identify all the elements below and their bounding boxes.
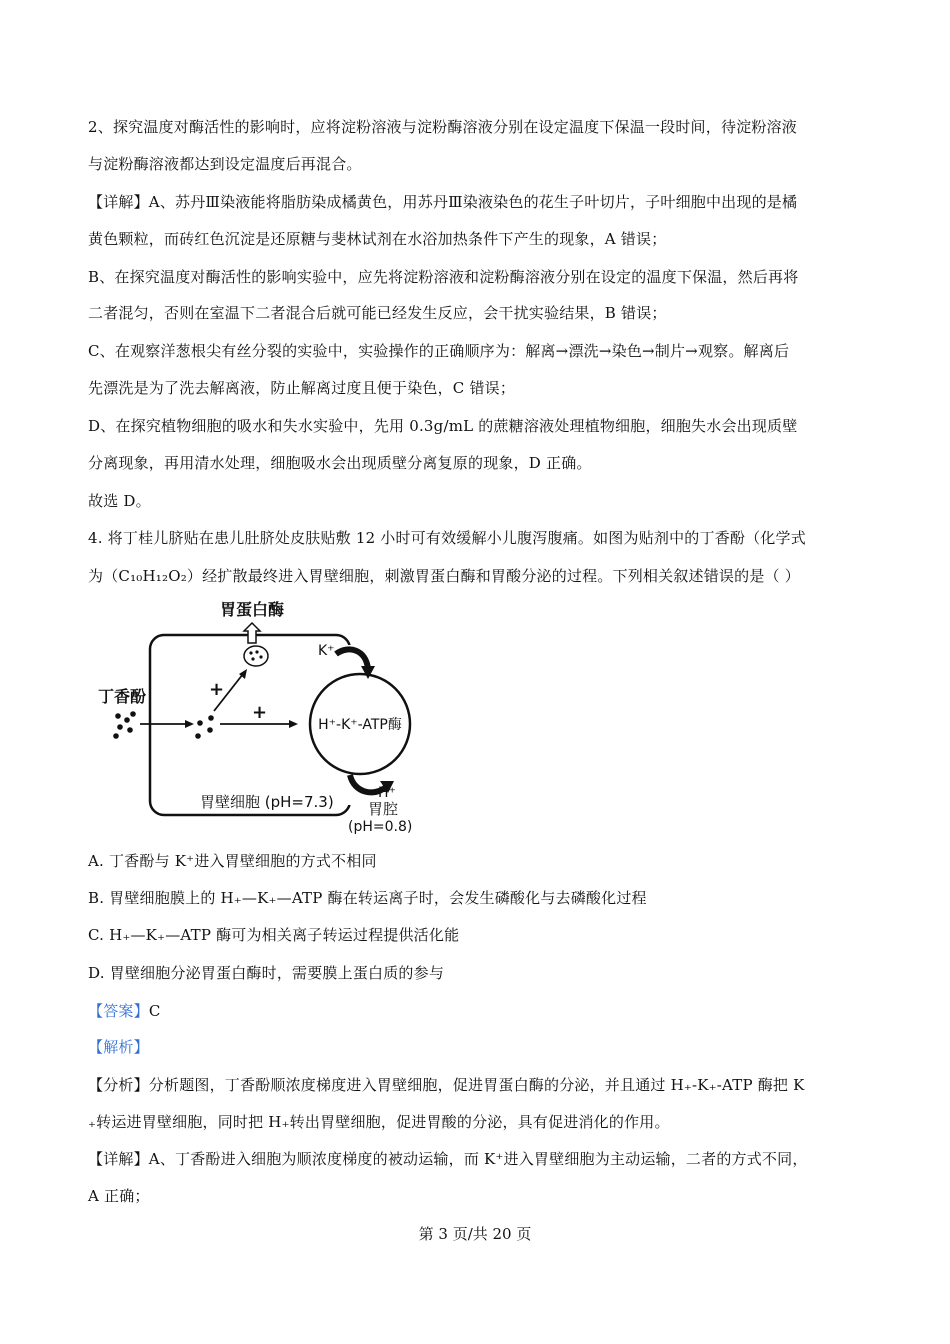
- text-line: [88, 1000, 873, 1022]
- vesicle-icon: [244, 646, 268, 666]
- text-run: 分离现象，再用清水处理，细胞吸水会出现质壁分离复原的现象，D 正确。: [88, 454, 592, 472]
- text-line: [88, 850, 873, 872]
- section-heading: 【解析】: [88, 1038, 149, 1056]
- text-run: C. H₊—K₊—ATP 酶可为相关离子转运过程提供活化能: [88, 926, 460, 944]
- text-run: ₊转运进胃壁细胞，同时把 H₊转出胃壁细胞，促进胃酸的分泌，具有促进消化的作用。: [88, 1113, 670, 1131]
- text-line: [88, 1111, 873, 1133]
- text-line: [88, 415, 873, 437]
- text-line: [88, 228, 873, 250]
- text-line: [88, 527, 873, 549]
- text-line: [88, 887, 873, 909]
- text-line: [88, 377, 873, 399]
- h-ion-label: H⁺: [378, 785, 396, 801]
- lumen-label: 胃腔: [368, 800, 399, 818]
- text-run: 与淀粉酶溶液都达到设定温度后再混合。: [88, 155, 362, 173]
- pepsin-label: 胃蛋白酶: [220, 600, 285, 619]
- lumen-ph-label: (pH=0.8): [348, 819, 413, 835]
- eugenol-inside-icon: [195, 715, 214, 739]
- text-line: [88, 452, 873, 474]
- text-line: [88, 266, 873, 288]
- text-line: [88, 490, 873, 512]
- plus-sign-2: +: [252, 702, 268, 723]
- cell-label: 胃壁细胞 (pH=7.3): [200, 793, 334, 811]
- text-run: D、在探究植物细胞的吸水和失水实验中，先用 0.3g/mL 的蔗糖溶液处理植物细胞，细胞失水会出现质壁: [88, 417, 798, 435]
- text-line: [88, 565, 873, 587]
- text-line: [88, 1074, 873, 1096]
- text-run: 为（C₁₀H₁₂O₂）经扩散最终进入胃壁细胞，刺激胃蛋白酶和胃酸分泌的过程。下列相关叙述错误的是（ ）: [88, 567, 800, 585]
- section-heading: 【答案】: [88, 1002, 149, 1020]
- text-run: A. 丁香酚与 K⁺进入胃壁细胞的方式不相同: [88, 852, 377, 870]
- text-line: [88, 340, 873, 362]
- text-run: 2、探究温度对酶活性的影响时，应将淀粉溶液与淀粉酶溶液分别在设定温度下保温一段时间，待淀粉溶液: [88, 118, 797, 136]
- text-run: C、在观察洋葱根尖有丝分裂的实验中，实验操作的正确顺序为：解离→漂洗→染色→制片→观察。解离后: [88, 342, 790, 360]
- text-run: 二者混匀，否则在室温下二者混合后就可能已经发生反应，会干扰实验结果，B 错误；: [88, 304, 667, 322]
- eugenol-label: 丁香酚: [98, 687, 147, 706]
- text-run: 【详解】A、丁香酚进入细胞为顺浓度梯度的被动运输，而 K⁺进入胃壁细胞为主动运输，二者的方式不同，: [88, 1150, 808, 1168]
- page-footer: 第 3 页/共 20 页: [418, 1225, 532, 1243]
- plus-sign-1: +: [209, 679, 225, 700]
- text-line: [88, 1036, 873, 1058]
- text-run: 【分析】分析题图，丁香酚顺浓度梯度进入胃壁细胞，促进胃蛋白酶的分泌，并且通过 H₊-K₊-ATP 酶把 K: [88, 1076, 805, 1094]
- k-ion-label: K⁺: [318, 643, 335, 659]
- text-run: B、在探究温度对酶活性的影响实验中，应先将淀粉溶液和淀粉酶溶液分别在设定的温度下保温，然后再将: [88, 268, 799, 286]
- text-run: C: [148, 1002, 161, 1020]
- text-run: A 正确；: [88, 1187, 150, 1205]
- text-run: D. 胃壁细胞分泌胃蛋白酶时，需要膜上蛋白质的参与: [88, 964, 445, 982]
- text-line: [88, 1148, 873, 1170]
- text-line: [88, 924, 873, 946]
- text-line: [88, 116, 873, 138]
- text-line: [88, 1185, 873, 1207]
- text-run: 先漂洗是为了洗去解离液，防止解离过度且便于染色，C 错误；: [88, 379, 516, 397]
- text-line: [88, 191, 873, 213]
- text-run: 【详解】A、苏丹Ⅲ染液能将脂肪染成橘黄色，用苏丹Ⅲ染液染色的花生子叶切片，子叶细胞中出现的是橘: [88, 193, 798, 211]
- text-run: 故选 D。: [88, 492, 151, 510]
- eugenol-molecules-icon: [113, 711, 136, 739]
- text-run: 4. 将丁桂儿脐贴在患儿肚脐处皮肤贴敷 12 小时可有效缓解小儿腹泻腹痛。如图为贴剂中的丁香酚（化学式: [88, 529, 806, 547]
- text-line: [88, 302, 873, 324]
- text-line: [88, 153, 873, 175]
- secretion-arrow-icon: [244, 623, 260, 643]
- figure-eugenol-gastric-cell: [92, 597, 432, 837]
- text-run: B. 胃壁细胞膜上的 H₊—K₊—ATP 酶在转运离子时，会发生磷酸化与去磷酸化过程: [88, 889, 647, 907]
- pump-label: H⁺-K⁺-ATP酶: [318, 717, 402, 733]
- text-line: [88, 962, 873, 984]
- text-run: 黄色颗粒，而砖红色沉淀是还原糖与斐林试剂在水浴加热条件下产生的现象，A 错误；: [88, 230, 667, 248]
